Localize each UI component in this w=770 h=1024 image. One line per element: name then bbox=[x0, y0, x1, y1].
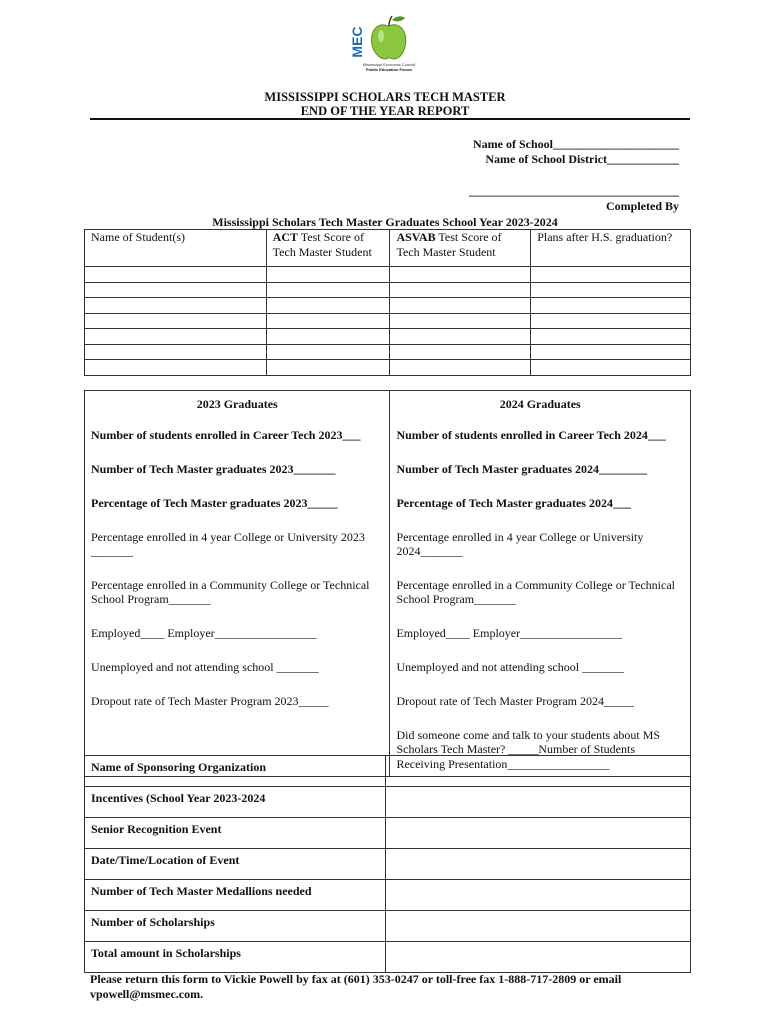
signature-line[interactable]: ___________________________________ bbox=[469, 184, 679, 198]
table-row[interactable] bbox=[85, 329, 691, 345]
title-line2: END OF THE YEAR REPORT bbox=[300, 104, 470, 118]
return-instructions: Please return this form to Vickie Powell by fax at (601) 353-0247 or toll-free fax 1-888-717-2809 or email vpowell@msmec.com. bbox=[90, 972, 622, 1001]
stats-row bbox=[85, 688, 691, 722]
school-district-field[interactable]: Name of School District____________ bbox=[485, 152, 679, 166]
sponsor-label: Date/Time/Location of Event bbox=[85, 849, 386, 880]
sponsor-label: Number of Scholarships bbox=[85, 911, 386, 942]
sponsor-label: Senior Recognition Event bbox=[85, 818, 386, 849]
logo-org-line2: Public Education Forum bbox=[365, 67, 413, 72]
asvab-label-rest1: Test Score of bbox=[435, 230, 502, 244]
stats-row bbox=[85, 490, 691, 524]
sponsor-value-field[interactable] bbox=[385, 911, 690, 942]
sponsor-value-field[interactable] bbox=[385, 756, 690, 787]
title-rule bbox=[90, 118, 690, 120]
stats-cell-2024[interactable]: Percentage enrolled in a Community College or Technical School Program_______ bbox=[390, 572, 691, 620]
graduates-table-header bbox=[85, 230, 691, 267]
stats-header-row bbox=[85, 391, 691, 422]
school-name-field[interactable]: Name of School_____________________ bbox=[473, 137, 679, 151]
stats-cell-2024[interactable]: Number of Tech Master graduates 2024________ bbox=[390, 456, 691, 490]
sponsor-value-field[interactable] bbox=[385, 818, 690, 849]
stats-cell-2023[interactable]: Dropout rate of Tech Master Program 2023_____ bbox=[85, 688, 390, 722]
stats-row bbox=[85, 654, 691, 688]
col-header-student-name: Name of Student(s) bbox=[85, 230, 267, 267]
stats-cell-2023[interactable]: Employed____ Employer_________________ bbox=[85, 620, 390, 654]
sponsor-row bbox=[85, 849, 691, 880]
stats-cell-2024[interactable]: Employed____ Employer_________________ bbox=[390, 620, 691, 654]
sponsor-row bbox=[85, 787, 691, 818]
asvab-label: ASVAB bbox=[396, 230, 436, 244]
title-line1: MISSISSIPPI SCHOLARS TECH MASTER bbox=[264, 90, 506, 104]
table-row[interactable] bbox=[85, 344, 691, 360]
sponsor-label: Name of Sponsoring Organization bbox=[85, 756, 386, 787]
stats-cell-2024[interactable]: Dropout rate of Tech Master Program 2024_____ bbox=[390, 688, 691, 722]
table-row[interactable] bbox=[85, 267, 691, 283]
stats-row bbox=[85, 572, 691, 620]
stats-cell-2023[interactable]: Number of Tech Master graduates 2023_______ bbox=[85, 456, 390, 490]
sponsor-label: Incentives (School Year 2023-2024 bbox=[85, 787, 386, 818]
col-header-plans: Plans after H.S. graduation? bbox=[531, 230, 691, 267]
sponsor-value-field[interactable] bbox=[385, 942, 690, 973]
mec-logo bbox=[345, 12, 435, 74]
apple-icon bbox=[371, 16, 405, 59]
table-row[interactable] bbox=[85, 313, 691, 329]
graduates-table-caption: Mississippi Scholars Tech Master Graduates School Year 2023-2024 bbox=[212, 215, 558, 229]
sponsor-row bbox=[85, 911, 691, 942]
logo-org-line1: Mississippi Economic Council bbox=[362, 62, 416, 67]
stats-row bbox=[85, 620, 691, 654]
stats-cell-2024[interactable]: Did someone come and talk to your students about MS Scholars Tech Master? _____Number of Students Receiving Presentation_________________ bbox=[390, 722, 691, 777]
sponsor-row bbox=[85, 756, 691, 787]
sponsor-value-field[interactable] bbox=[385, 849, 690, 880]
col-header-asvab bbox=[390, 230, 531, 267]
sponsor-label: Total amount in Scholarships bbox=[85, 942, 386, 973]
stats-cell-2023[interactable]: Percentage enrolled in 4 year College or University 2023 _______ bbox=[85, 524, 390, 572]
completed-by-label: Completed By bbox=[606, 199, 679, 213]
col-header-act bbox=[266, 230, 390, 267]
stats-row bbox=[85, 456, 691, 490]
table-row[interactable] bbox=[85, 298, 691, 314]
sponsor-row bbox=[85, 942, 691, 973]
table-row[interactable] bbox=[85, 360, 691, 376]
stats-cell-2024[interactable]: Number of students enrolled in Career Tech 2024___ bbox=[390, 422, 691, 456]
act-label-rest1: Test Score of bbox=[298, 230, 364, 244]
stats-row bbox=[85, 524, 691, 572]
header-2023-graduates: 2023 Graduates bbox=[85, 391, 390, 422]
stats-cell-2023[interactable]: Percentage enrolled in a Community College or Technical School Program_______ bbox=[85, 572, 390, 620]
header-2024-graduates: 2024 Graduates bbox=[390, 391, 691, 422]
stats-cell-2023[interactable]: Unemployed and not attending school _______ bbox=[85, 654, 390, 688]
sponsor-label: Number of Tech Master Medallions needed bbox=[85, 880, 386, 911]
stats-cell-2023[interactable]: Number of students enrolled in Career Tech 2023___ bbox=[85, 422, 390, 456]
sponsor-value-field[interactable] bbox=[385, 787, 690, 818]
stats-cell-2024[interactable]: Percentage of Tech Master graduates 2024___ bbox=[390, 490, 691, 524]
sponsor-row bbox=[85, 880, 691, 911]
sponsor-table bbox=[84, 755, 691, 973]
stats-cell-2024[interactable]: Percentage enrolled in 4 year College or University 2024_______ bbox=[390, 524, 691, 572]
act-label: ACT bbox=[272, 230, 299, 244]
stats-cell-2023[interactable]: Percentage of Tech Master graduates 2023_____ bbox=[85, 490, 390, 524]
table-row[interactable] bbox=[85, 282, 691, 298]
graduates-table bbox=[84, 229, 691, 376]
sponsor-value-field[interactable] bbox=[385, 880, 690, 911]
stats-row bbox=[85, 422, 691, 456]
logo-letters: MEC bbox=[349, 26, 365, 58]
stats-cell-2024[interactable]: Unemployed and not attending school _______ bbox=[390, 654, 691, 688]
sponsor-row bbox=[85, 818, 691, 849]
asvab-label-rest2: Tech Master Student bbox=[396, 244, 496, 259]
yearly-stats-table bbox=[84, 390, 691, 777]
act-label-rest2: Tech Master Student bbox=[272, 244, 372, 259]
